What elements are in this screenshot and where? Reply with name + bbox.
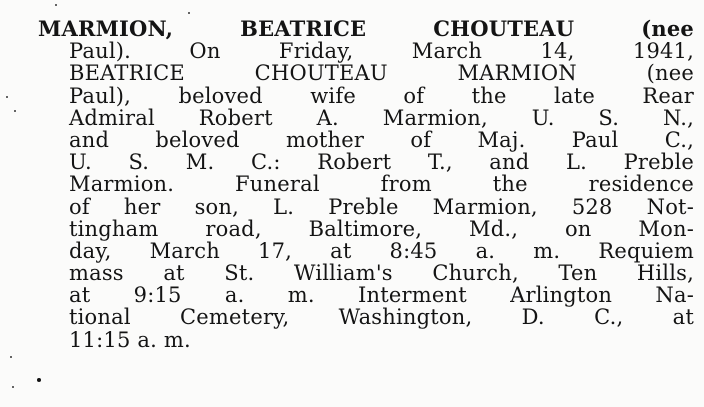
notice-line-8: Marmion. Funeral from the residence	[69, 172, 694, 197]
notice-line-9: of her son, L. Preble Marmion, 528 Not-	[69, 194, 694, 219]
print-speck	[14, 110, 16, 112]
notice-line-10: tingham road, Baltimore, Md., on Mon-	[69, 216, 694, 241]
notice-line-1: MARMION, BEATRICE CHOUTEAU (nee	[38, 16, 694, 41]
print-speck	[6, 96, 8, 98]
print-speck	[55, 4, 57, 6]
notice-line-2: Paul). On Friday, March 14, 1941,	[69, 39, 694, 64]
notice-line-7: U. S. M. C.: Robert T., and L. Preble	[69, 150, 694, 175]
notice-line-13: at 9:15 a. m. Interment Arlington Na-	[69, 283, 694, 308]
notice-line-4: Paul), beloved wife of the late Rear	[69, 83, 694, 108]
notice-line-6: and beloved mother of Maj. Paul C.,	[69, 127, 694, 152]
notice-line-12: mass at St. William's Church, Ten Hills,	[69, 261, 694, 286]
notice-line-15: 11:15 a. m.	[69, 327, 191, 352]
print-speck	[37, 378, 41, 382]
print-speck	[12, 386, 14, 388]
notice-line-5: Admiral Robert A. Marmion, U. S. N.,	[69, 105, 694, 130]
print-speck	[10, 356, 12, 358]
print-speck	[188, 12, 190, 14]
obituary-notice	[38, 18, 694, 351]
notice-line-11: day, March 17, at 8:45 a. m. Requiem	[69, 238, 694, 263]
notice-line-14: tional Cemetery, Washington, D. C., at	[69, 305, 694, 330]
notice-line-3: BEATRICE CHOUTEAU MARMION (nee	[69, 61, 694, 86]
